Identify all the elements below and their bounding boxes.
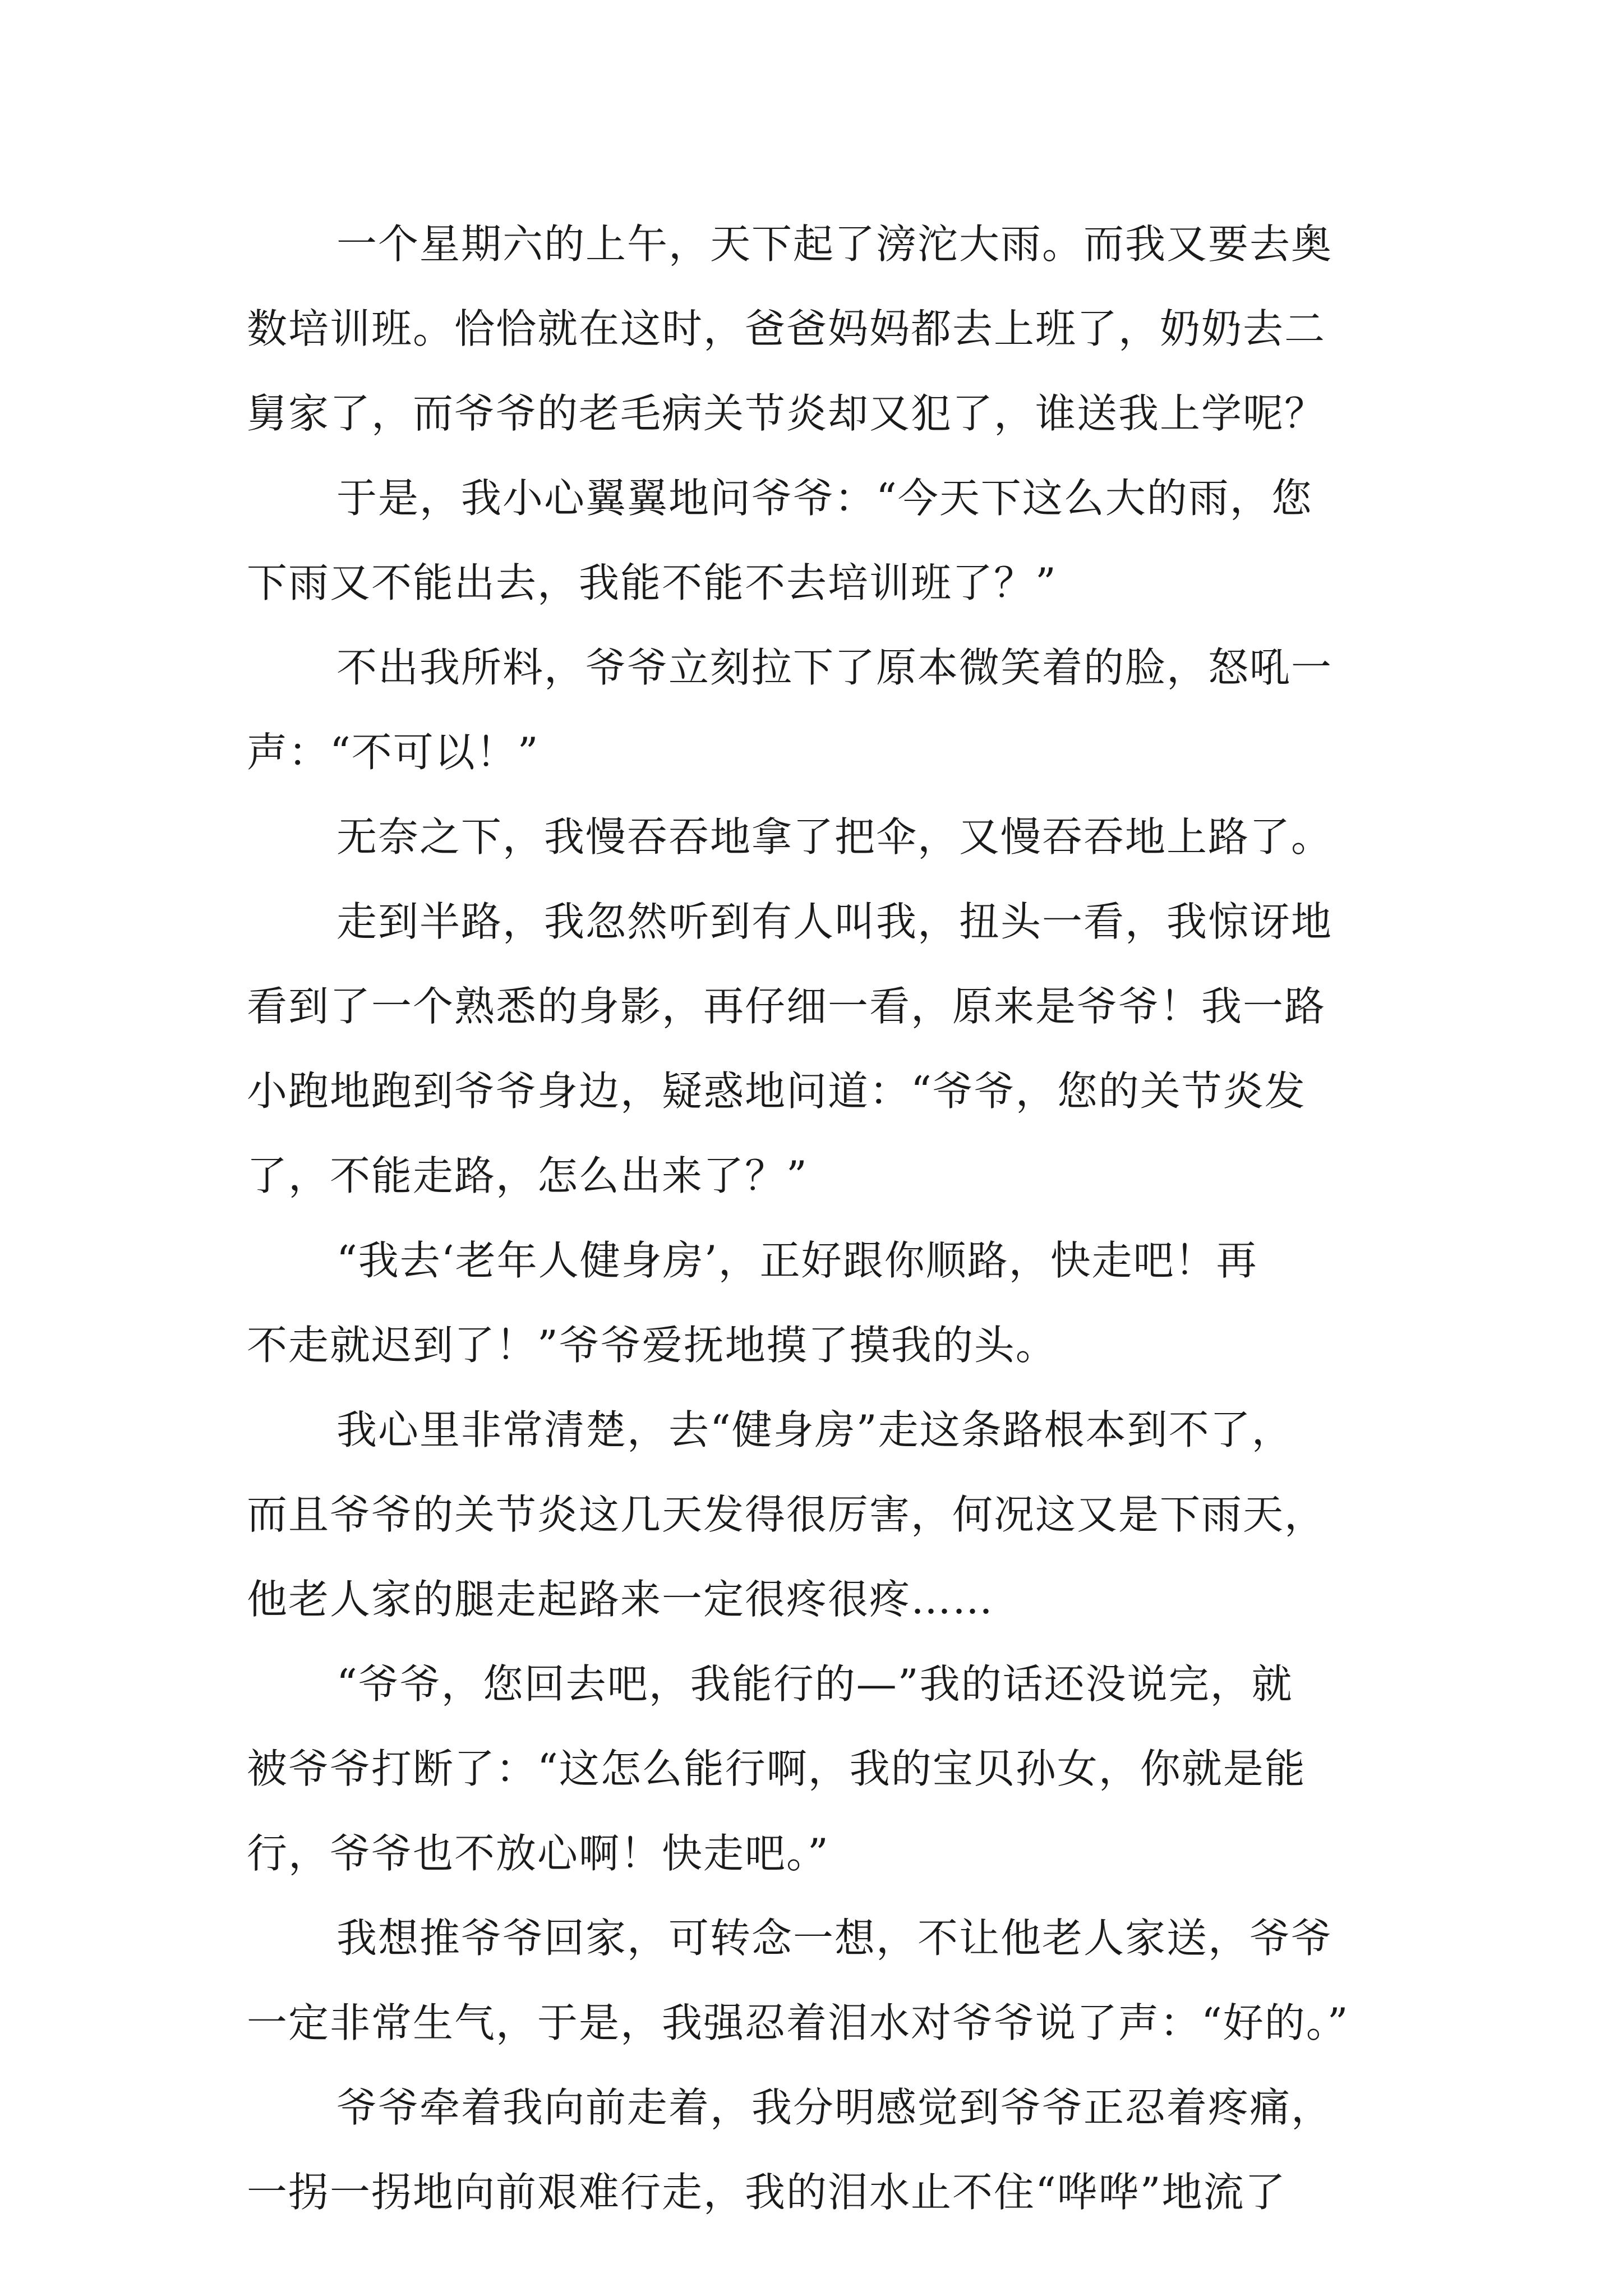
text-line: 下雨又不能出去，我能不能不去培训班了？” [247,559,1057,606]
text-line: 小跑地跑到爷爷身边，疑惑地问道：“爷爷，您的关节炎发 [247,1068,1306,1115]
text-line: 我心里非常清楚，去“健身房”走这条路根本到不了， [336,1406,1293,1453]
text-line: 走到半路，我忽然听到有人叫我，扭头一看，我惊讶地 [336,898,1333,945]
text-line: 一拐一拐地向前艰难行走，我的泪水止不住“哗哗”地流了 [247,2169,1287,2216]
text-line: “我去‘老年人健身房’，正好跟你顺路，快走吧！再 [336,1237,1258,1284]
text-line: 不走就迟到了！”爷爷爱抚地摸了摸我的头。 [247,1322,1057,1369]
text-line: 舅家了，而爷爷的老毛病关节炎却又犯了，谁送我上学呢？ [247,390,1326,437]
text-line: 一个星期六的上午，天下起了滂沱大雨。而我又要去奥 [336,220,1333,268]
text-line: 爷爷牵着我向前走着，我分明感觉到爷爷正忍着疼痛， [336,2084,1333,2131]
text-line: 看到了一个熟悉的身影，再仔细一看，原来是爷爷！我一路 [247,983,1326,1030]
text-line: 他老人家的腿走起路来一定很疼很疼…… [247,1576,994,1623]
text-line: 行，爷爷也不放心啊！快走吧。” [247,1830,829,1877]
text-line: 我想推爷爷回家，可转念一想，不让他老人家送，爷爷 [336,1915,1333,1962]
text-line: 一定非常生气，于是，我强忍着泪水对爷爷说了声：“好的。” [247,1999,1349,2046]
text-line: 于是，我小心翼翼地问爷爷：“今天下这么大的雨，您 [336,475,1313,522]
text-line: 而且爷爷的关节炎这几天发得很厉害，何况这又是下雨天， [247,1491,1326,1538]
text-line: “爷爷，您回去吧，我能行的—”我的话还没说完，就 [336,1660,1293,1708]
text-line: 被爷爷打断了：“这怎么能行啊，我的宝贝孙女，你就是能 [247,1745,1306,1792]
text-line: 了，不能走路，怎么出来了？” [247,1152,808,1199]
text-line: 无奈之下，我慢吞吞地拿了把伞，又慢吞吞地上路了。 [336,813,1333,861]
essay-body [247,202,1402,2235]
text-line: 声：“不可以！” [247,729,540,776]
text-line: 数培训班。恰恰就在这时，爸爸妈妈都去上班了，奶奶去二 [247,305,1326,352]
text-line: 不出我所料，爷爷立刻拉下了原本微笑着的脸，怒吼一 [336,644,1333,691]
